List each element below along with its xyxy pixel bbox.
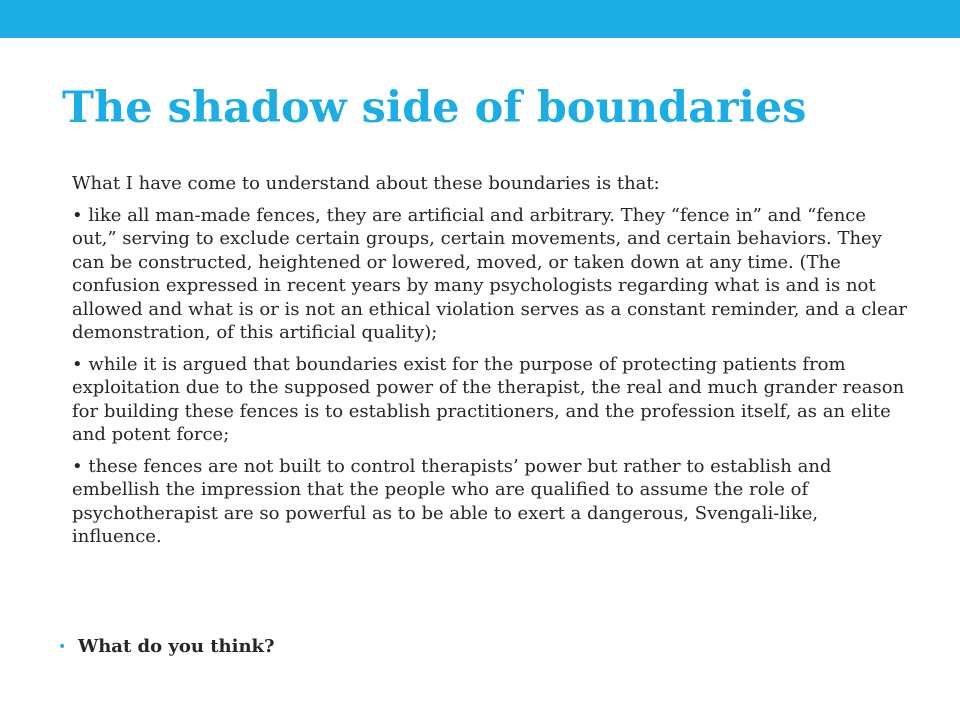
point-elite-force: • while it is argued that boundaries exist for the purpose of protecting patients from exploitation due to the supposed power of the therapist, the real and much grander reason for building these fences is to establish practitioners, and the profession itself, as an elite and potent force; [72, 353, 905, 445]
discussion-prompt [58, 636, 275, 657]
intro-paragraph: What I have come to understand about these boundaries is that: [72, 173, 660, 194]
slide-body [72, 172, 912, 557]
point-powerful-impression: • these fences are not built to control therapists’ power but rather to establish and embellish the impression that the people who are qualified to assume the role of psychotherapist are so powerful as to be able to exert a dangerous, Svengali-like, influence. [72, 455, 832, 547]
slide-title: The shadow side of boundaries [62, 83, 807, 133]
bullet-icon: • [58, 638, 67, 655]
top-accent-bar [0, 0, 960, 38]
prompt-text: What do you think? [78, 636, 275, 657]
point-artificial-fences: • like all man-made fences, they are artificial and arbitrary. They “fence in” and “fence out,” serving to exclude certain groups, certain movements, and certain behaviors. They can be constructed, heightened or lowered, moved, or taken down at any time. (The confusion expressed in recent years by many psychologists regarding what is and is not allowed and what is or is not an ethical violation serves as a constant reminder, and a clear demonstration, of this artificial quality); [72, 204, 908, 343]
